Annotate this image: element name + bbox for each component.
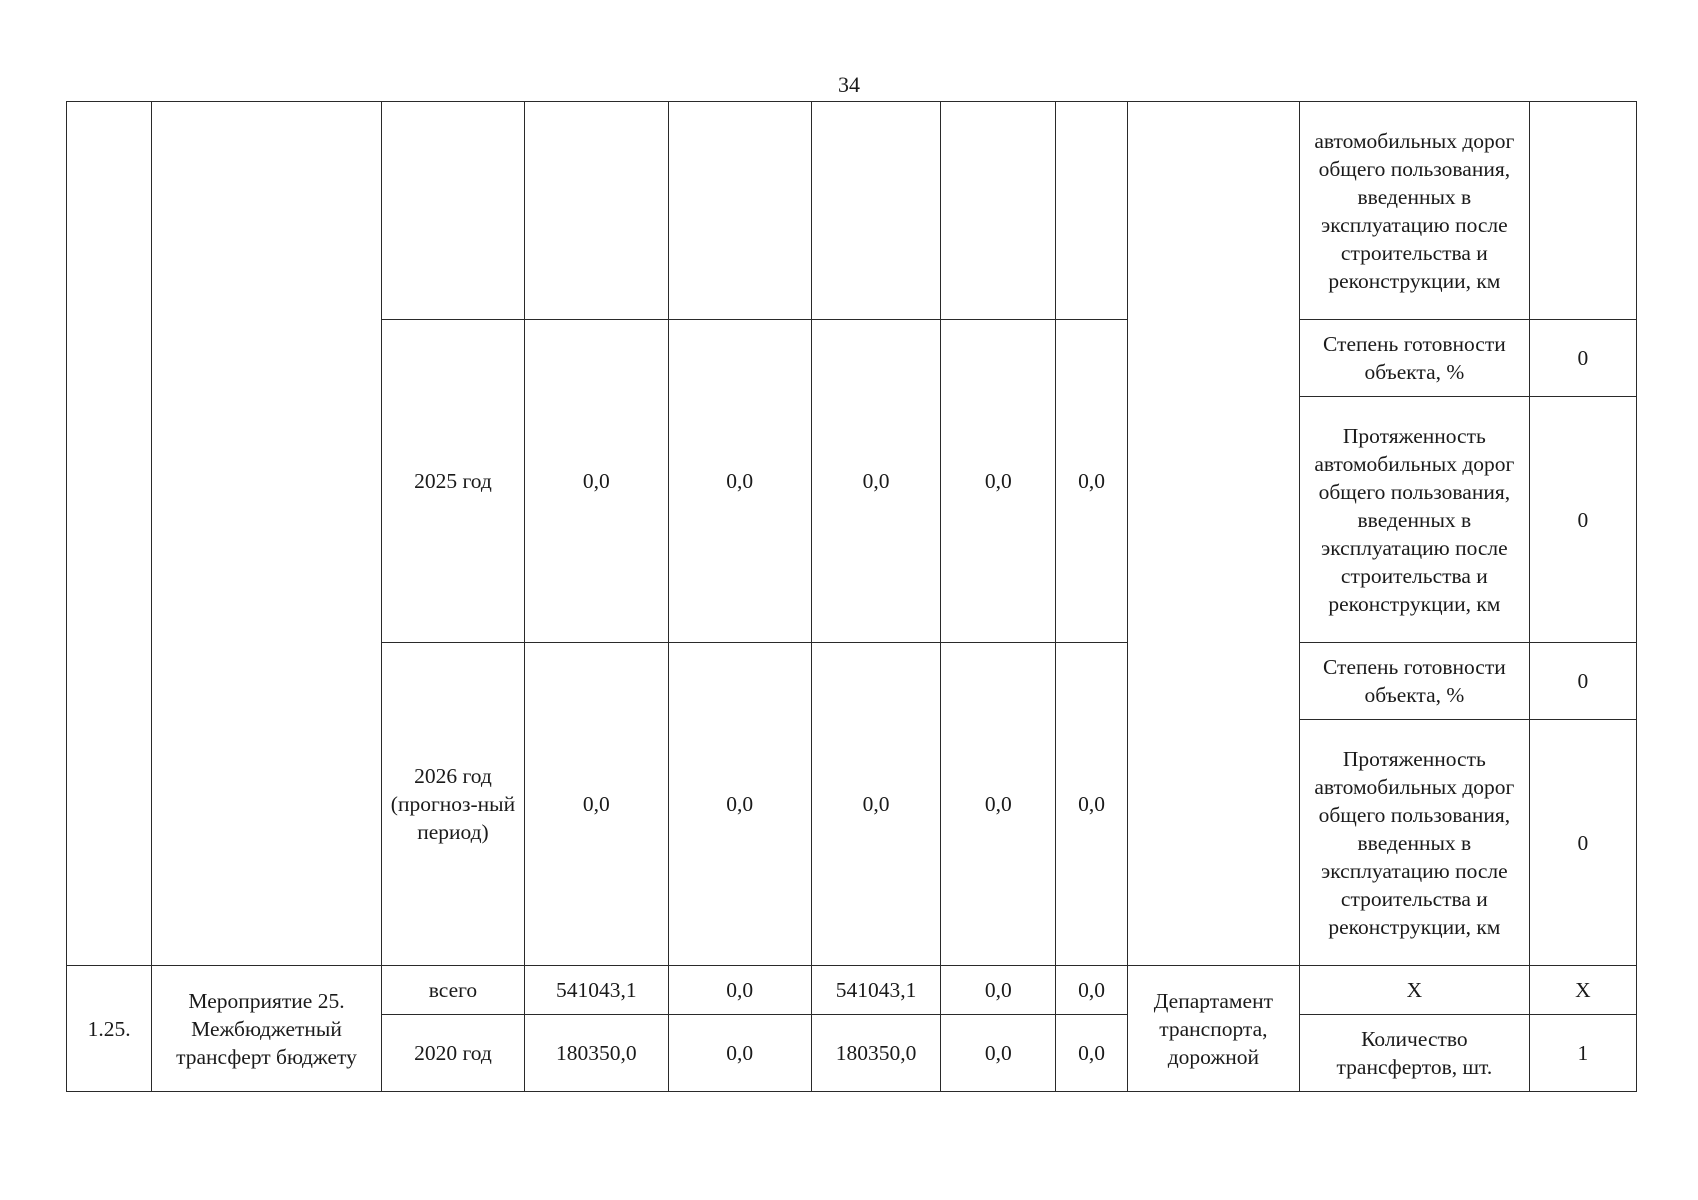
total-all: 541043,1 [525, 966, 668, 1015]
indicator-length-2026: Протяженность автомобильных дорог общего пользования, введенных в эксплуатацию после строительства и реконструкции, км [1300, 720, 1530, 966]
measure-25-name: Мероприятие 25. Межбюджетный трансферт бюджету [152, 966, 382, 1092]
period-2026: 2026 год (прогноз-ный период) [381, 643, 524, 966]
total-2025: 0,0 [525, 320, 668, 643]
local-cell [941, 102, 1056, 320]
length-value-2025: 0 [1529, 397, 1636, 643]
readiness-value-2025: 0 [1529, 320, 1636, 397]
total-2020: 180350,0 [525, 1015, 668, 1092]
other-cell [1056, 102, 1127, 320]
transfers-value-2020: 1 [1529, 1015, 1636, 1092]
period-2025: 2025 год [381, 320, 524, 643]
total-2026: 0,0 [525, 643, 668, 966]
federal-2026: 0,0 [668, 643, 811, 966]
regional-all: 541043,1 [811, 966, 940, 1015]
page-number: 34 [838, 72, 860, 97]
regional-cell [811, 102, 940, 320]
federal-all: 0,0 [668, 966, 811, 1015]
regional-2026: 0,0 [811, 643, 940, 966]
regional-2020: 180350,0 [811, 1015, 940, 1092]
indicator-length-cont: автомобильных дорог общего пользования, введенных в эксплуатацию после строительства и реконструкции, км [1300, 102, 1530, 320]
length-value-2026: 0 [1529, 720, 1636, 966]
other-2026: 0,0 [1056, 643, 1127, 966]
regional-2025: 0,0 [811, 320, 940, 643]
measure-25-executor: Департамент транспорта, дорожной [1127, 966, 1299, 1092]
local-2025: 0,0 [941, 320, 1056, 643]
indicator-length-2025: Протяженность автомобильных дорог общего пользования, введенных в эксплуатацию после строительства и реконструкции, км [1300, 397, 1530, 643]
measure-25-number: 1.25. [67, 966, 152, 1092]
federal-2025: 0,0 [668, 320, 811, 643]
federal-2020: 0,0 [668, 1015, 811, 1092]
indicator-readiness-2025: Степень готовности объекта, % [1300, 320, 1530, 397]
local-2020: 0,0 [941, 1015, 1056, 1092]
measure-name-cell [152, 102, 382, 966]
local-all: 0,0 [941, 966, 1056, 1015]
other-2020: 0,0 [1056, 1015, 1127, 1092]
program-measures-table [66, 101, 1637, 1092]
federal-cell [668, 102, 811, 320]
indicator-transfers-2020: Количество трансфертов, шт. [1300, 1015, 1530, 1092]
executor-cell [1127, 102, 1299, 966]
indicator-readiness-2026: Степень готовности объекта, % [1300, 643, 1530, 720]
table-row [67, 966, 1637, 1015]
total-cell [525, 102, 668, 320]
period-2020: 2020 год [381, 1015, 524, 1092]
other-all: 0,0 [1056, 966, 1127, 1015]
table-row [67, 102, 1637, 320]
indicator-total: Х [1300, 966, 1530, 1015]
other-2025: 0,0 [1056, 320, 1127, 643]
readiness-value-2026: 0 [1529, 643, 1636, 720]
period-total: всего [381, 966, 524, 1015]
indicator-value-cell [1529, 102, 1636, 320]
local-2026: 0,0 [941, 643, 1056, 966]
indicator-total-value: Х [1529, 966, 1636, 1015]
measure-number-cell [67, 102, 152, 966]
period-cell [381, 102, 524, 320]
